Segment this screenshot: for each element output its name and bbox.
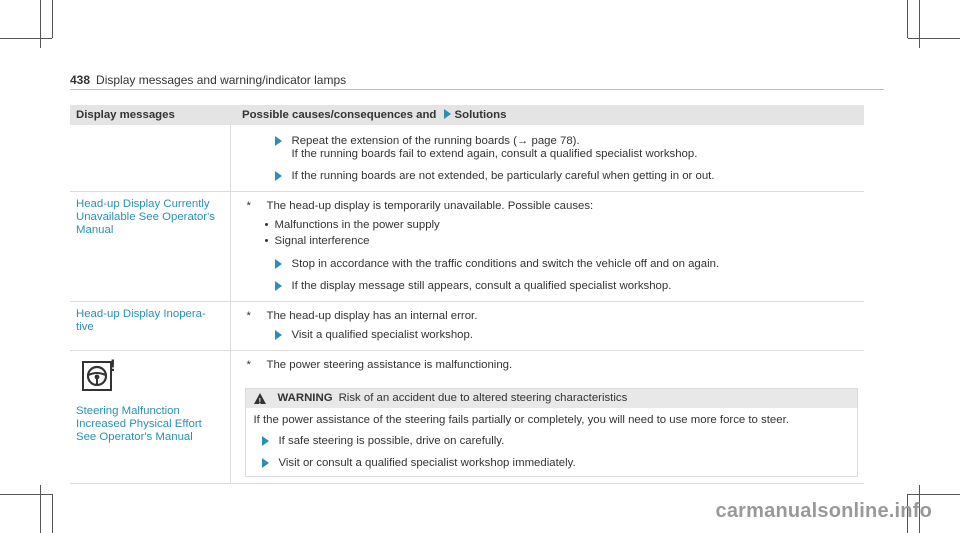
column-header-causes-text: Possible causes/consequences and — [242, 108, 437, 121]
arrow-icon — [262, 436, 269, 446]
column-header-causes — [230, 105, 864, 125]
display-messages-table — [70, 105, 864, 484]
crop-mark — [908, 38, 960, 39]
solution-item — [254, 457, 850, 470]
solutions-cell — [230, 351, 864, 484]
solution-item — [245, 135, 859, 161]
table-row — [70, 125, 864, 192]
crop-mark — [52, 494, 53, 533]
steering-wheel-warning-icon — [82, 361, 112, 391]
arrow-icon — [275, 136, 282, 146]
warning-title: Risk of an accident due to altered steering characteristics — [338, 392, 628, 404]
solution-text: If the display message still appears, consult a qualified specialist workshop. — [291, 280, 672, 292]
warning-box — [245, 388, 859, 477]
table-row — [70, 302, 864, 351]
arrow-icon — [275, 171, 282, 181]
arrow-icon — [444, 109, 451, 119]
solution-item — [245, 170, 859, 183]
solutions-cell — [230, 192, 864, 302]
arrow-icon — [275, 330, 282, 340]
warning-body — [246, 408, 858, 476]
cause-text: The power steering assistance is malfunctioning. — [266, 359, 513, 371]
crop-mark — [908, 494, 960, 495]
solutions-cell — [230, 125, 864, 192]
solution-text: Visit a qualified specialist workshop. — [291, 329, 473, 341]
crop-mark — [0, 494, 52, 495]
exclamation-icon: ! — [110, 356, 116, 375]
message-cell: Head-up Display Currently Unavailable See Operator's Manual — [70, 192, 230, 302]
crop-mark — [907, 0, 908, 38]
steering-wheel-icon — [86, 365, 108, 387]
page-number: 438 — [70, 73, 91, 87]
solution-text: Repeat the extension of the running boards (→ page 78). If the running boards fail to extend again, consult a qualified specialist workshop. — [291, 135, 698, 160]
warning-text: If the power assistance of the steering fails partially or completely, you will need to use more force to steer. — [253, 414, 789, 426]
solution-text: Stop in accordance with the traffic conditions and switch the vehicle off and on again. — [291, 258, 720, 270]
message-cell — [70, 125, 230, 192]
cause-text: The head-up display has an internal error. — [266, 310, 478, 322]
solution-text: If the running boards are not extended, be particularly careful when getting in or out. — [291, 170, 715, 182]
warning-header — [246, 389, 858, 408]
solution-item — [245, 280, 859, 293]
crop-mark — [919, 0, 920, 48]
warning-label: WARNING — [277, 392, 333, 404]
header-rule — [70, 89, 884, 90]
solutions-cell — [230, 302, 864, 351]
message-text: Steering Malfunction Increased Physical Effort See Operator's Manual — [76, 405, 202, 443]
solution-text: If safe steering is possible, drive on carefully. — [278, 435, 505, 447]
cause-text: The head-up display is temporarily unavailable. Possible causes: — [266, 200, 594, 212]
crop-mark — [0, 38, 52, 39]
arrow-icon — [262, 458, 269, 468]
bullet-item: • Signal interference — [264, 235, 370, 247]
message-cell — [70, 351, 230, 484]
column-header-messages: Display messages — [70, 105, 230, 125]
watermark: carmanualsonline.info — [715, 500, 932, 522]
cause-item: * The head-up display is temporarily unavailable. Possible causes: — [246, 200, 594, 212]
bullet-text: Malfunctions in the power supply — [274, 219, 440, 231]
table-row — [70, 351, 864, 484]
page-header — [70, 73, 346, 87]
bullet-item: • Malfunctions in the power supply — [264, 219, 440, 231]
arrow-icon — [275, 281, 282, 291]
bullet-text: Signal interference — [274, 235, 370, 247]
message-cell: Head-up Display Inopera- tive — [70, 302, 230, 351]
table-row — [70, 192, 864, 302]
solution-item — [245, 329, 859, 342]
column-header-solutions-text: Solutions — [454, 108, 507, 121]
solution-item — [254, 435, 850, 448]
cause-item: * The head-up display has an internal error. — [246, 310, 478, 322]
arrow-icon — [275, 259, 282, 269]
solution-item — [245, 258, 859, 271]
cause-item: * The power steering assistance is malfunctioning. — [246, 359, 513, 371]
solution-text: Visit or consult a qualified specialist workshop immediately. — [278, 457, 576, 469]
page-title: Display messages and warning/indicator lamps — [96, 73, 347, 87]
crop-mark — [52, 0, 53, 38]
warning-triangle-icon: ! — [254, 393, 266, 404]
crop-mark — [40, 485, 41, 533]
crop-mark — [40, 0, 41, 48]
